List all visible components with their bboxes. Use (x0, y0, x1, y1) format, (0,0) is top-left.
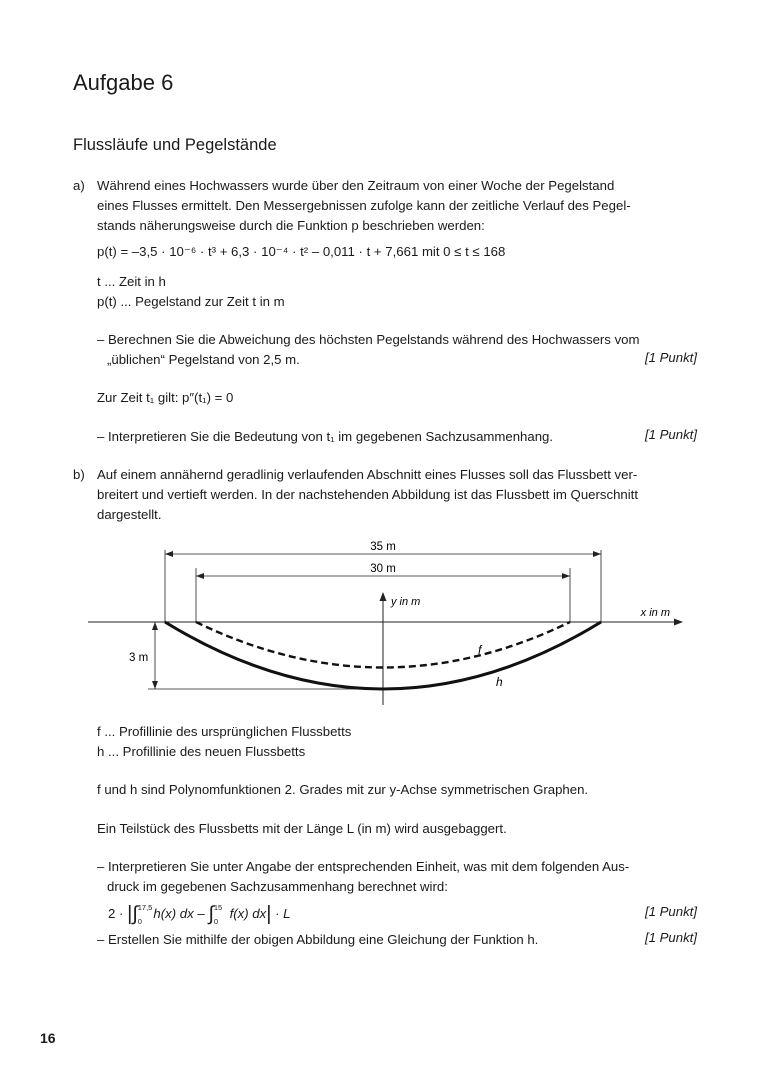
part-a-task2: – Interpretieren Sie die Bedeutung von t₁ im gegebenen Sachzusammenhang. (97, 429, 554, 444)
expr-prefix: 2 · (108, 906, 124, 921)
part-b-label: b) (73, 467, 85, 482)
abs-bar-left: | (127, 903, 133, 925)
dim-outer-arrow-left (165, 551, 173, 557)
part-a-task2-points: [1 Punkt] (644, 427, 697, 442)
part-b-intro-line1: Auf einem annähernd geradlinig verlaufenden Abschnitt eines Flusses soll das Flussbett ver- (97, 467, 638, 482)
curve-f-label: f (478, 643, 482, 657)
integral-2-body: f(x) dx (229, 906, 267, 921)
task-title: Aufgabe 6 (73, 70, 174, 95)
part-b-task2: – Erstellen Sie mithilfe der obigen Abbildung eine Gleichung der Funktion h. (97, 932, 539, 947)
part-a-formula: p(t) = –3,5 · 10⁻⁶ · t³ + 6,3 · 10⁻⁴ · t² – 0,011 · t + 7,661 mit 0 ≤ t ≤ 168 (97, 244, 506, 259)
integral-1-upper: 17,5 (137, 903, 153, 912)
part-a-task1-line2: „üblichen“ Pegelstand von 2,5 m. (107, 352, 300, 367)
integral-sign-2: ∫ (208, 903, 214, 925)
dim-outer-arrow-right (593, 551, 601, 557)
x-axis-arrow (674, 619, 683, 626)
part-a-intro-line3: stands näherungsweise durch die Funktion p beschrieben werden: (97, 218, 485, 233)
dim-outer-label: 35 m (370, 541, 396, 553)
part-b-statement1: f und h sind Polynomfunktionen 2. Grades mit zur y-Achse symmetrischen Graphen. (97, 782, 589, 797)
part-a-task1 (97, 330, 697, 370)
part-b-task2-points: [1 Punkt] (644, 930, 697, 945)
part-a-intro-line2: eines Flusses ermittelt. Den Messergebnissen zufolge kann der zeitliche Verlauf des Pegel- (97, 198, 631, 213)
part-b-def-h: h ... Profillinie des neuen Flussbetts (97, 744, 306, 759)
curve-h-label: h (496, 675, 503, 689)
riverbed-cross-section-figure (0, 530, 769, 710)
integral-1-body: h(x) dx – (153, 906, 205, 921)
part-b-task1 (97, 857, 697, 897)
integral-1-lower: 0 (137, 917, 142, 926)
dim-inner-arrow-right (562, 573, 570, 579)
dim-depth-arrow-top (152, 622, 158, 630)
part-a-condition: Zur Zeit t₁ gilt: p″(t₁) = 0 (97, 390, 234, 405)
x-axis-label: x in m (640, 607, 670, 619)
part-b-task1-line1: – Interpretieren Sie unter Angabe der entsprechenden Einheit, was mit dem folgenden Aus- (97, 859, 630, 874)
integral-2-lower: 0 (213, 917, 219, 926)
part-a-def-p: p(t) ... Pegelstand zur Zeit t in m (97, 294, 285, 309)
expr-suffix: · L (275, 906, 291, 921)
section-subtitle: Flussläufe und Pegelstände (73, 136, 277, 154)
part-b-intro-line3: dargestellt. (97, 507, 162, 522)
dim-depth-label: 3 m (129, 652, 149, 664)
part-a-task1-line1: – Berechnen Sie die Abweichung des höchsten Pegelstands während des Hochwassers vom (97, 332, 640, 347)
part-b-def-f: f ... Profillinie des ursprünglichen Flussbetts (97, 724, 352, 739)
part-a-intro (97, 176, 697, 236)
dim-inner-label: 30 m (370, 563, 396, 575)
y-axis-label: y in m (391, 596, 421, 608)
part-a-intro-line1: Während eines Hochwassers wurde über den Zeitraum von einer Woche der Pegelstand (97, 178, 615, 193)
page-number: 16 (40, 1030, 56, 1046)
integral-sign-1: ∫ (132, 903, 138, 925)
part-b-task1-points: [1 Punkt] (644, 904, 697, 919)
part-a-task1-points: [1 Punkt] (644, 350, 697, 365)
abs-bar-right: | (266, 903, 272, 925)
integral-1-limits (137, 903, 153, 926)
dim-inner-arrow-left (196, 573, 204, 579)
part-b-task1-line2: druck im gegebenen Sachzusammenhang berechnet wird: (107, 879, 448, 894)
integral-2-upper: 15 (213, 903, 223, 912)
y-axis-arrow (380, 592, 387, 601)
part-b-intro (97, 465, 697, 525)
part-b-statement2: Ein Teilstück des Flussbetts mit der Länge L (in m) wird ausgebaggert. (97, 821, 507, 836)
part-a-label: a) (73, 178, 85, 193)
integral-2-limits (213, 903, 226, 926)
part-b-expression (108, 902, 290, 924)
part-a-def-t: t ... Zeit in h (97, 274, 166, 289)
part-b-intro-line2: breitert und vertieft werden. In der nachstehenden Abbildung ist das Flussbett im Querschnitt (97, 487, 638, 502)
dim-depth-arrow-bottom (152, 681, 158, 689)
